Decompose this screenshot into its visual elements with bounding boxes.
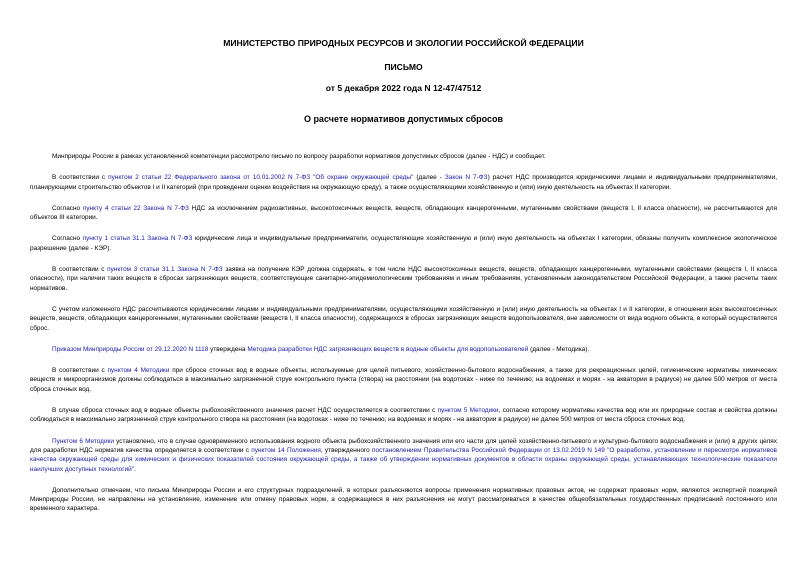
paragraph xyxy=(30,437,777,474)
document-link[interactable]: пункту 4 статьи 22 Закона N 7-ФЗ xyxy=(82,204,189,212)
document-link[interactable]: пунктом 14 Положения xyxy=(251,446,321,454)
paragraph xyxy=(30,265,777,293)
paragraph xyxy=(30,173,777,192)
document-link[interactable]: пунктом 2 статьи 22 Федерального закона от 10.01.2002 N 7-ФЗ "Об охране окружающей среды" xyxy=(108,174,414,182)
paragraph-text: В соответствии с xyxy=(52,266,108,274)
paragraph-text: В соответствии с xyxy=(52,367,108,375)
paragraph-text: С учетом изложенного НДС рассчитываются юридическими лицами и индивидуальными предпринимателями, осуществляющими хозяйственную и (или) иную деятельность на объектах I и II категории, в отношении всех высокотоксичных веществ, веществ, обладающих канцерогенными, мутагенными свойствами (веществ I, II класса опасности), содержащихся в сбросах загрязняющих веществ водопользователя, вне зависимости от вида водного объекта, в который осуществляется сброс. xyxy=(30,305,777,332)
document-link[interactable]: пунктом 5 Методики xyxy=(437,407,499,415)
paragraph xyxy=(30,406,777,425)
document-link[interactable]: пунктом 4 Методики xyxy=(107,367,170,375)
document-date-number: от 5 декабря 2022 года N 12-47/47512 xyxy=(325,83,482,93)
document-link[interactable]: Методика разработки НДС загрязняющих веществ в водные объекты для водопользователей xyxy=(247,345,529,353)
paragraph-text: заявка на получение КЭР должна содержать, в том числе НДС высокотоксичных веществ, веществ, обладающих канцерогенными, мутагенными свойствами (веществ I, II класса опасности), при наличии таких веществ в сбросах загрязняющих веществ, соответствующие санитарно-эпидемиологическим требованиям и иным требованиям, установленным законодательством Российской Федерации, а также расчеты таких нормативов. xyxy=(30,266,777,292)
paragraph-text: Согласно xyxy=(52,235,83,243)
document-subject: О расчете нормативов допустимых сбросов xyxy=(303,114,504,124)
paragraph-text: Минприроды России в рамках установленной компетенции рассмотрело письмо по вопросу разработки нормативов допустимых сбросов (далее - НДС) и сообщает. xyxy=(52,153,546,160)
document-link[interactable]: Закон N 7-ФЗ xyxy=(444,174,488,182)
document-link[interactable]: пункту 1 статьи 31.1 Закона N 7-ФЗ xyxy=(82,235,193,243)
paragraph xyxy=(30,204,777,223)
paragraph xyxy=(30,305,777,333)
document-type: ПИСЬМО xyxy=(384,62,423,72)
paragraph-text: В соответствии с xyxy=(52,174,109,182)
ministry-heading: МИНИСТЕРСТВО ПРИРОДНЫХ РЕСУРСОВ И ЭКОЛОГИИ РОССИЙСКОЙ ФЕДЕРАЦИИ xyxy=(223,38,584,48)
paragraph-text: (далее - Методика). xyxy=(528,345,590,353)
document-link[interactable]: Пунктом 6 Методики xyxy=(52,437,114,445)
document-body xyxy=(30,152,777,514)
paragraph xyxy=(30,152,777,161)
paragraph-text: утверждена xyxy=(208,345,248,353)
paragraph-text: юридические лица и индивидуальные предприниматели, осуществляющие хозяйственную и (или) иную деятельность на объектах I категории, обязаны получить комплексное экологическое разрешение (далее - КЭР). xyxy=(30,235,778,252)
paragraph-text: установлено, что в случае одновременного использования водного объекта рыбохозяйственного значения или его части для целей хозяйственно-питьевого и культурно-бытового водоснабжения и (или) в других целях для разработки НДС норматив качества определяется в соответствии с xyxy=(30,437,777,454)
paragraph xyxy=(30,345,777,354)
paragraph-text: НДС за исключением радиоактивных, высокотоксичных веществ, веществ, обладающих канцерогенными, мутагенными свойствами (веществ I, II класса опасности), не рассчитываются для объектов III категории. xyxy=(30,204,777,222)
paragraph xyxy=(30,486,777,514)
document-link[interactable]: постановлением Правительства Российской Федерации от 13.02.2019 N 149 "О разработке, установлении и пересмотре нормативов качества окружающей среды для химических и физических показателей состояния окружающей среды, а также об утверждении нормативных документов в области охраны окружающей среды, устанавливающих технологические показатели наилучших доступных технологий" xyxy=(30,446,777,473)
paragraph-text: , утвержденного xyxy=(320,446,372,454)
document-link[interactable]: Приказом Минприроды России от 29.12.2020 N 1118 xyxy=(52,345,209,353)
paragraph-text: В случае сброса сточных вод в водные объекты рыбохозяйственного значения расчет НДС осуществляется в соответствии с xyxy=(52,407,438,415)
paragraph-text: ) расчет НДС производится юридическими лицами и индивидуальными предпринимателями, планирующими строительство объектов I и II категорий (при проведении оценки воздействия на окружающую среду), а также осуществляющими хозяйственную и (или) иную деятельность на объектах II категории. xyxy=(30,174,777,191)
paragraph xyxy=(30,234,777,253)
paragraph xyxy=(30,366,777,394)
paragraph-text: (далее - xyxy=(413,174,445,182)
paragraph-text: , согласно которому нормативы качества вод или их природные состав и свойства должны соблюдаться в максимально загрязненной струе контрольного створа на расстоянии (на водотоках - ниже по течению; на водоемах и морях - на акватории в радиусе) не далее 500 метров от места сброса сточных вод. xyxy=(30,407,777,424)
document-link[interactable]: пунктом 3 статьи 31.1 Закона N 7-ФЗ xyxy=(107,266,223,274)
paragraph-text: Согласно xyxy=(52,204,83,212)
paragraph-text: . xyxy=(134,465,136,473)
paragraph-text: Дополнительно отмечаем, что письма Минприроды России и его структурных подразделений, в которых разъясняются вопросы применения нормативных правовых актов, не содержат правовых норм, являются экспертной позицией Минприроды России, не направлены на установление, изменение или отмену правовых норм, а содержащиеся в них разъяснения не могут рассматриваться в качестве общеобязательных государственных предписаний постоянного или временного характера. xyxy=(30,486,777,513)
paragraph-text: при сбросе сточных вод в водные объекты, используемые для целей питьевого, хозяйственно-бытового водоснабжения, а также для рекреационных целей, гигиенические нормативы химических веществ и микроорганизмов должны соблюдаться в максимально загрязненной струе контрольного пункта (створа) на расстоянии (на водотоках - ниже по течению; на водоемах и морях - на акватории в радиусе) не далее 500 метров от места сброса сточных вод. xyxy=(30,367,777,393)
